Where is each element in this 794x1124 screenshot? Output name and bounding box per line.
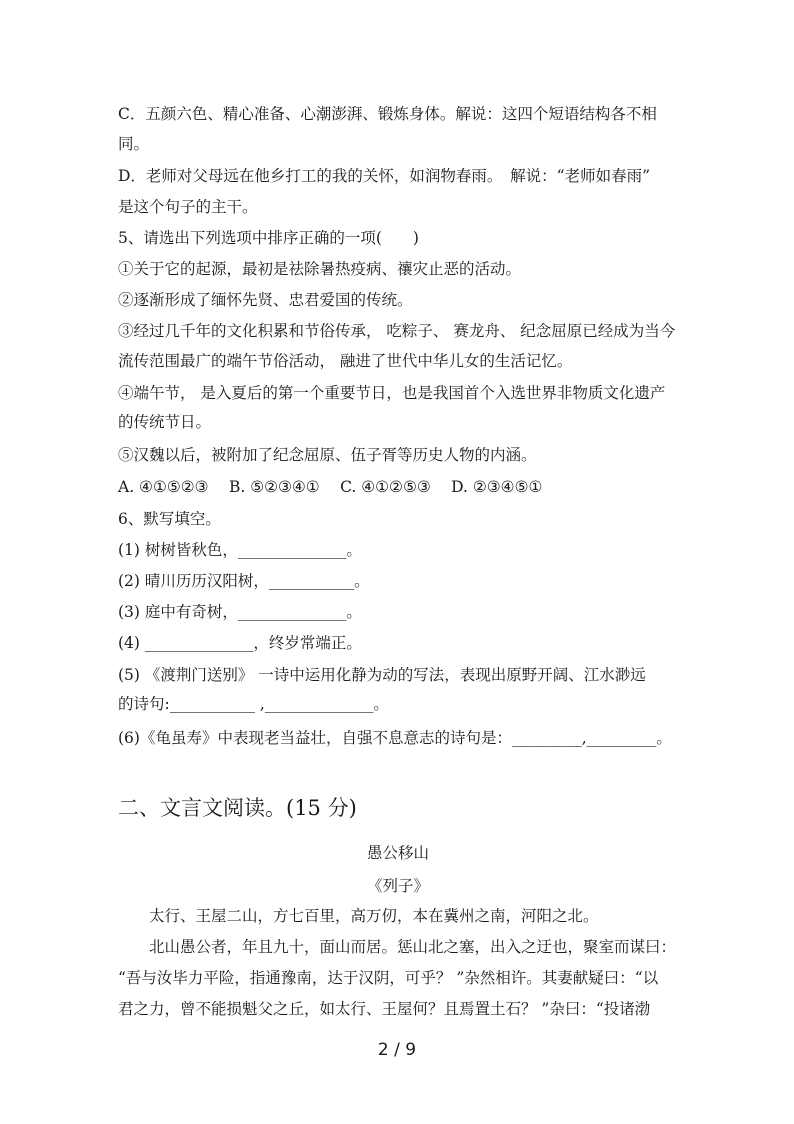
passage-line-2: 北山愚公者，年且九十，面山而居。惩山北之塞，出入之迂也，聚室而谋曰：	[118, 938, 677, 956]
sentence-5: ⑤汉魏以后，被附加了纪念屈原、伍子胥等历史人物的内涵。	[118, 446, 537, 464]
passage-author: 《列子》	[366, 877, 429, 895]
passage-title: 愚公移山	[366, 844, 429, 862]
passage-line-1: 太行、王屋二山，方七百里，高万仞，本在冀州之南，河阳之北。	[118, 907, 599, 925]
fill-blank-5-line-2: 的诗句:___________ ,______________。	[118, 695, 389, 713]
fill-blank-2: (2) 晴川历历汉阳树，___________。	[118, 572, 370, 590]
passage-line-3: “吾与汝毕力平险，指通豫南，达于汉阴，可乎？ ”杂然相许。其妻献疑曰：“以	[118, 969, 659, 987]
fill-blank-6: (6)《龟虽寿》中表现老当益壮，自强不息意志的诗句是：_________,_________。	[118, 729, 672, 747]
option-c-line-1: C．五颜六色、精心准备、心潮澎湃、锻炼身体。解说：这四个短语结构各不相	[118, 105, 657, 123]
sentence-3-line-1: ③经过几千年的文化积累和节俗传承， 吃粽子、 赛龙舟、 纪念屈原已经成为当今	[118, 322, 676, 340]
question-5-options: A. ④①⑤②③ B. ⑤②③④① C. ④①②⑤③ D. ②③④⑤①	[118, 478, 543, 496]
option-d-line-2: 是这个句子的主干。	[118, 198, 258, 216]
sentence-1: ①关于它的起源，最初是祛除暑热疫病、禳灾止恶的活动。	[118, 260, 522, 278]
page-number: 2 / 9	[377, 1040, 417, 1060]
option-d-line-1: D．老师对父母远在他乡打工的我的关怀，如润物春雨。 解说：“老师如春雨”	[118, 167, 651, 185]
fill-blank-1: (1) 树树皆秋色，______________。	[118, 541, 362, 559]
sentence-4-line-1: ④端午节， 是入夏后的第一个重要节日，也是我国首个入选世界非物质文化遗产	[118, 384, 666, 402]
fill-blank-5-line-1: (5) 《渡荆门送别》 一诗中运用化静为动的写法，表现出原野开阔、江水渺远	[118, 666, 646, 684]
sentence-2: ②逐渐形成了缅怀先贤、忠君爱国的传统。	[118, 291, 413, 309]
sentence-3-line-2: 流传范围最广的端午节俗活动， 融进了世代中华儿女的生活记忆。	[118, 352, 573, 370]
question-6-title: 6、默写填空。	[118, 510, 221, 528]
question-5-title: 5、请选出下列选项中排序正确的一项( )	[118, 229, 419, 247]
fill-blank-3: (3) 庭中有奇树，______________。	[118, 603, 362, 621]
section-heading: 二、文言文阅读。(15 分)	[118, 796, 357, 820]
sentence-4-line-2: 的传统节日。	[118, 413, 212, 431]
passage-line-4: 君之力，曾不能损魁父之丘，如太行、王屋何？且焉置土石？ ”杂曰：“投诸渤	[118, 1000, 651, 1018]
option-c-line-2: 同。	[118, 135, 150, 153]
fill-blank-4: (4) ______________，终岁常端正。	[118, 634, 362, 652]
